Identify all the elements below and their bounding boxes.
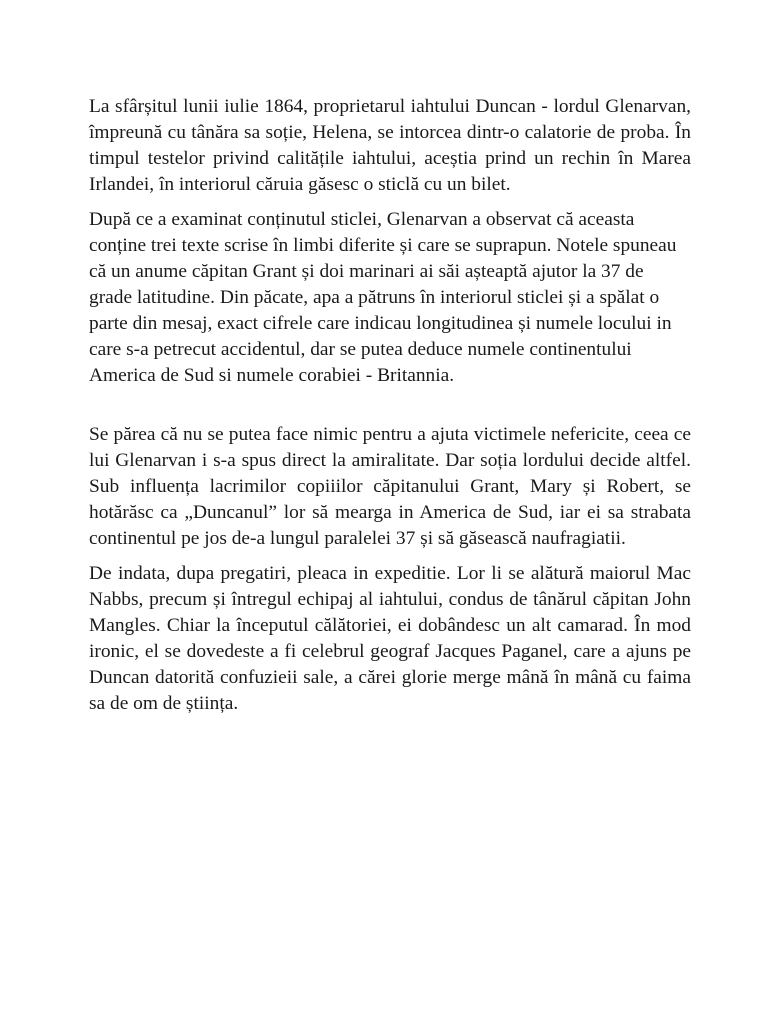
paragraph-2: După ce a examinat conținutul sticlei, Glenarvan a observat că aceasta conține trei texte scrise în limbi diferite și care se suprapun. Notele spuneau că un anume căpitan Grant și doi marinari ai săi așteaptă ajutor la 37 de grade latitudine. Din păcate, apa a pătruns în interiorul sticlei și a spălat o parte din mesaj, exact cifrele care indicau longitudinea și numele locului in care s-a petrecut accidentul, dar se putea deduce numele continentului America de Sud si numele corabiei - Britannia. <box>89 209 677 386</box>
paragraph-3: Se părea că nu se putea face nimic pentru a ajuta victimele nefericite, ceea ce lui Glenarvan i s-a spus direct la amiralitate. Dar soția lordului decide altfel. Sub influența lacrimilor copiiilor căpitanului Grant, Mary și Robert, se hotărăsc ca „Duncanul” lor să mearga in America de Sud, iar ei sa strabata continentul pe jos de-a lungul paralelei 37 și să găsească naufragiatii. <box>89 424 691 549</box>
paragraph-1: La sfârșitul lunii iulie 1864, proprietarul iahtului Duncan - lordul Glenarvan, împreună cu tânăra sa soție, Helena, se intorcea dintr-o calatorie de proba. În timpul testelor privind calitățile iahtului, aceștia prind un rechin în Marea Irlandei, în interiorul căruia găsesc o sticlă cu un bilet. <box>89 96 691 195</box>
document-body <box>89 94 691 717</box>
paragraph-4: De indata, dupa pregatiri, pleaca in expeditie. Lor li se alătură maiorul Mac Nabbs, precum și întregul echipaj al iahtului, condus de tânărul căpitan John Mangles. Chiar la începutul călătoriei, ei dobândesc un alt camarad. În mod ironic, el se dovedeste a fi celebrul geograf Jacques Paganel, care a ajuns pe Duncan datorită confuzieii sale, a cărei glorie merge mână în mână cu faima sa de om de știința. <box>89 563 691 714</box>
